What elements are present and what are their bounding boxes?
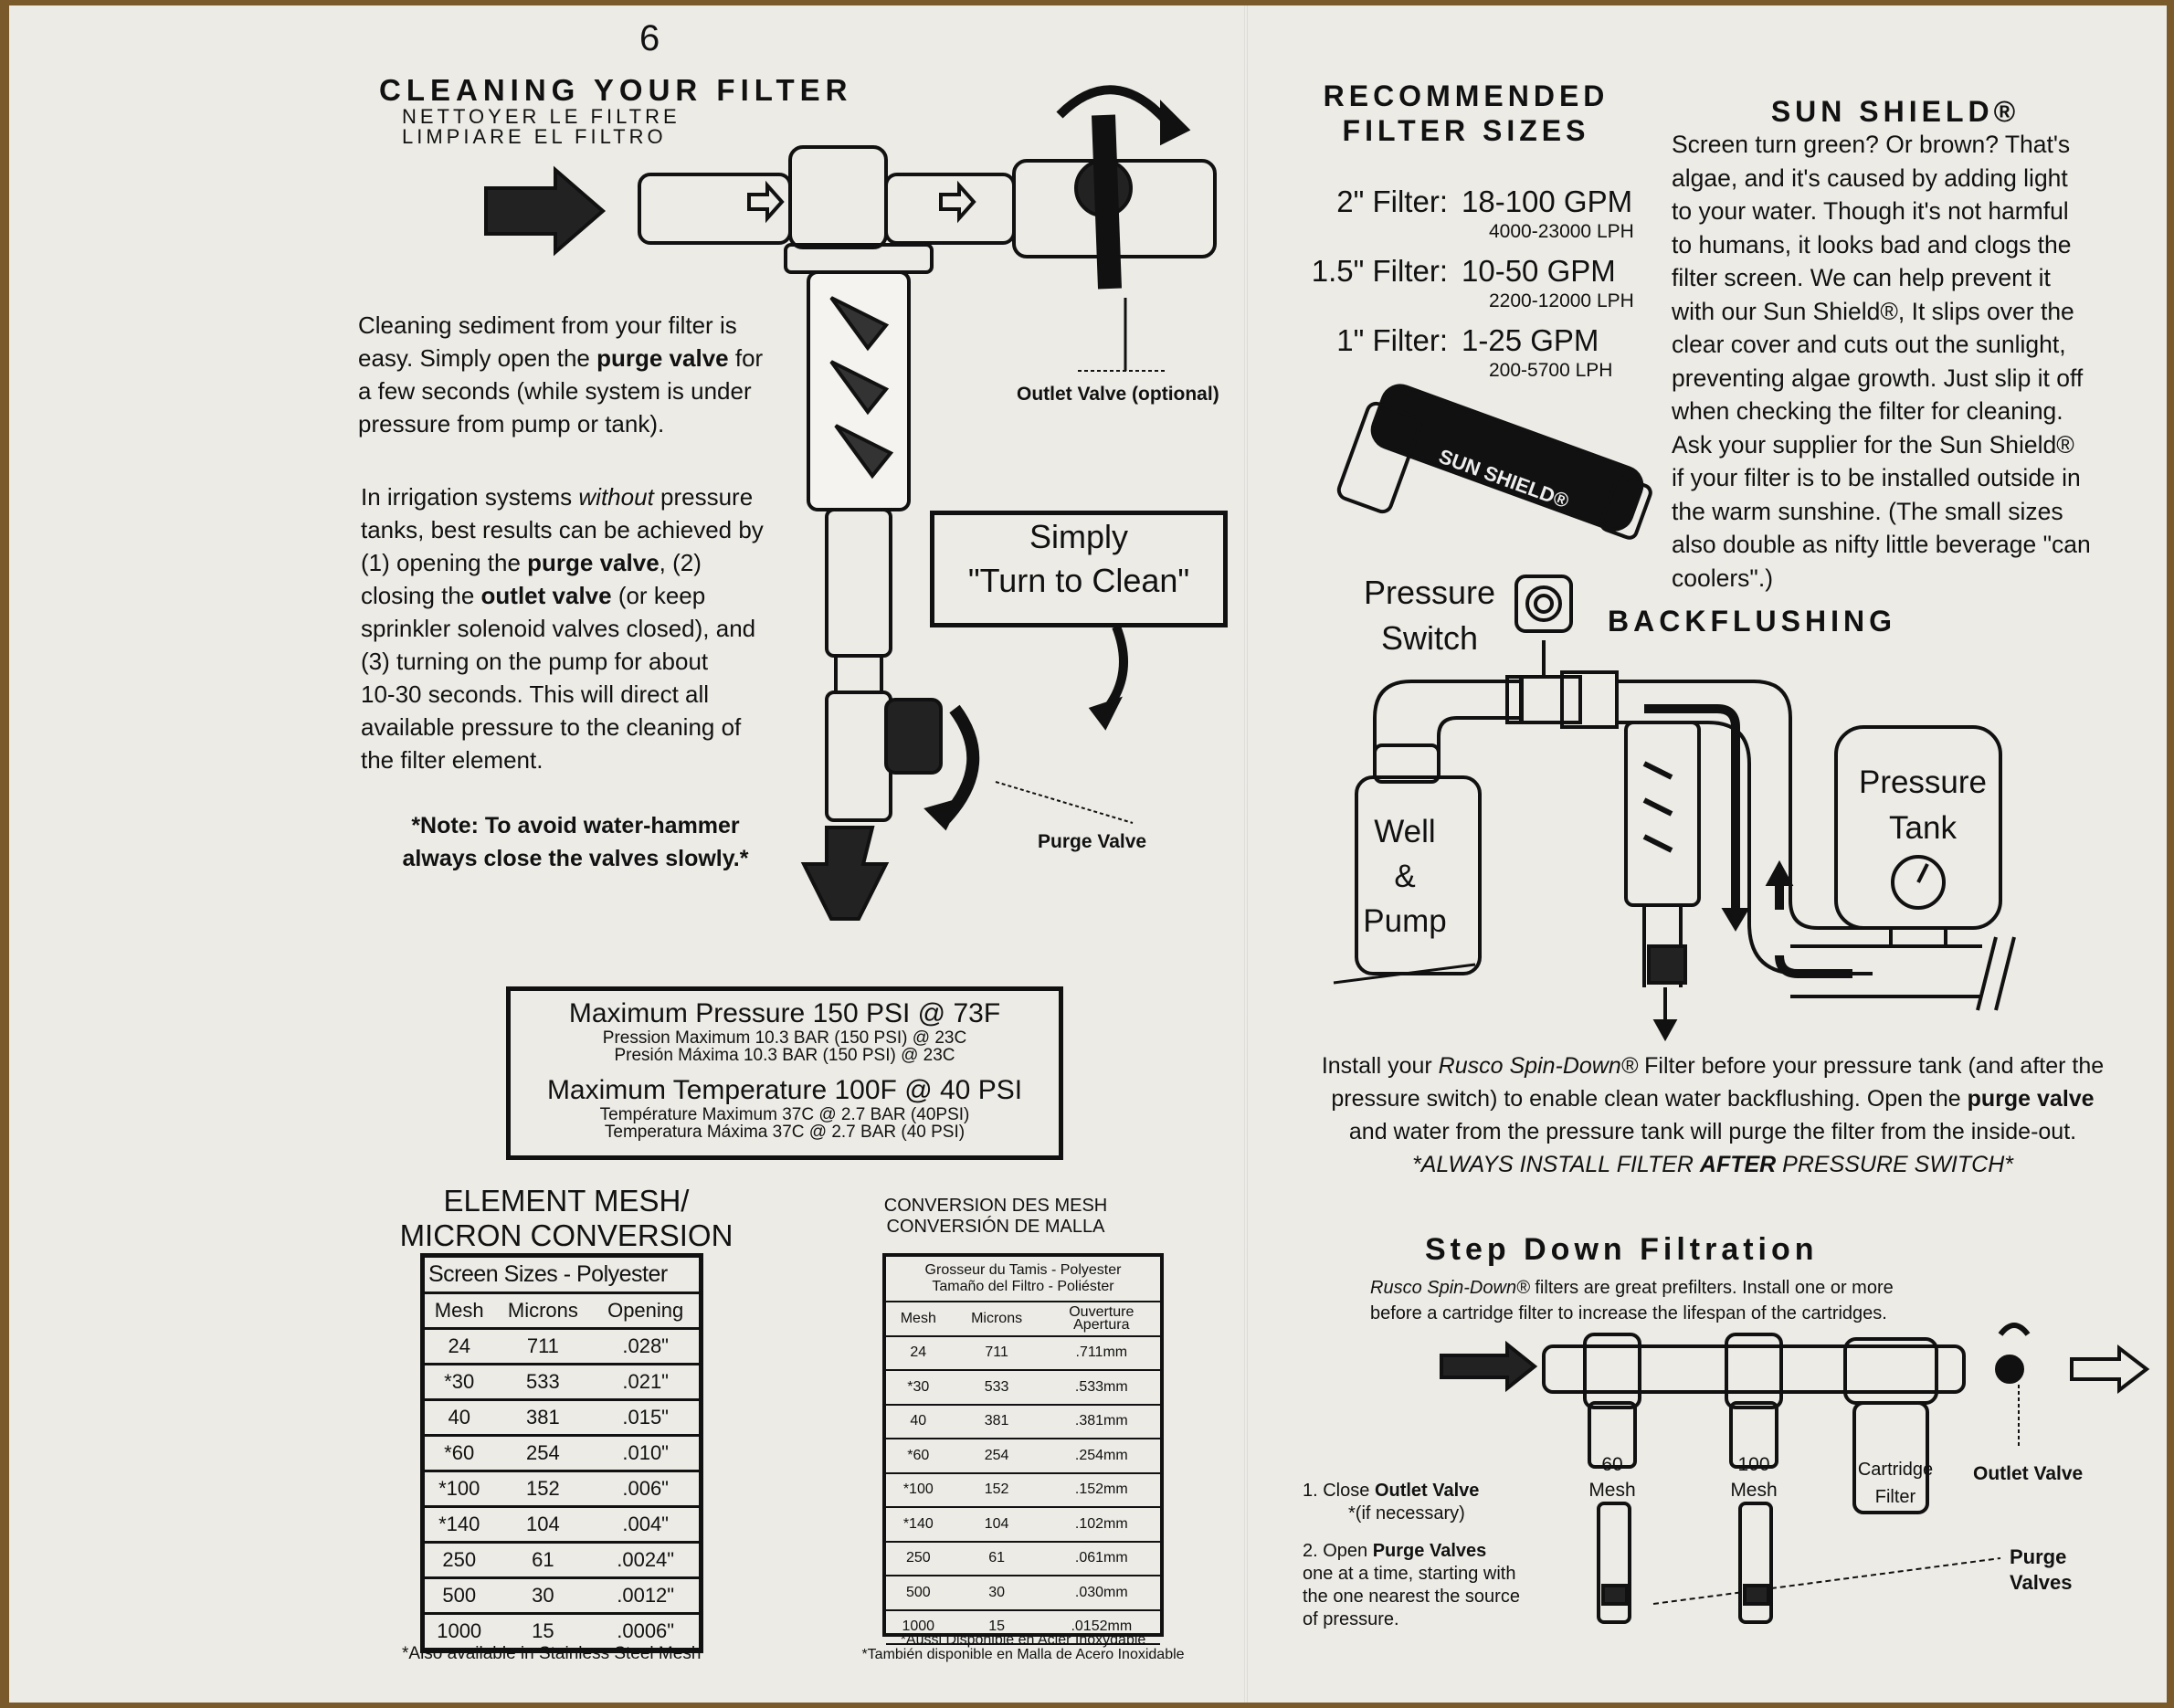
cell-mesh: *30: [425, 1365, 493, 1400]
cell-mesh: 250: [886, 1542, 951, 1576]
cleaning-filter-diagram: [486, 90, 1215, 919]
cell-opening: .004": [592, 1507, 699, 1543]
header-microns: Microns: [493, 1294, 592, 1329]
filter-sizes-title: RECOMMENDED FILTER SIZES: [1323, 79, 1609, 147]
cell-opening: .015": [592, 1400, 699, 1436]
diagram-layer: [9, 5, 2167, 1703]
cell-opening: .021": [592, 1365, 699, 1400]
cell-opening: .028": [592, 1329, 699, 1365]
mesh100-label: 100 Mesh: [1730, 1454, 1778, 1501]
cleaning-subtitle-es: LIMPIARE EL FILTRO: [402, 125, 667, 148]
step-outlet-valve-label: Outlet Valve: [1973, 1463, 2084, 1484]
cell-opening: .381mm: [1043, 1405, 1160, 1439]
instruction-sheet: [9, 5, 2167, 1703]
cell-microns: 254: [493, 1436, 592, 1471]
cell-opening: .030mm: [1043, 1576, 1160, 1610]
irrigation-text: In irrigation systems without pressure tanks, best results can be achieved by (1) opening the purge valve, (2) closing the outlet valve (or keep sprinkler solenoid valves closed), and (3) turning on the pump for about 10-30 seconds. This will direct all available pressure to the cleaning of the filter element.: [361, 483, 764, 774]
cell-microns: 15: [493, 1614, 592, 1650]
cell-mesh: 500: [425, 1578, 493, 1614]
cell-opening: .0012": [592, 1578, 699, 1614]
purge-valves-label: Purge Valves: [2010, 1545, 2073, 1594]
cell-microns: 61: [493, 1543, 592, 1578]
header-opening: Opening: [592, 1294, 699, 1329]
cell-mesh: *60: [425, 1436, 493, 1471]
max-temperature-fr: Température Maximum 37C @ 2.7 BAR (40PSI): [599, 1105, 970, 1124]
cell-microns: 30: [951, 1576, 1043, 1610]
header-opening: Ouverture Apertura: [1043, 1302, 1160, 1336]
well-pump-label: Well & Pump: [1363, 814, 1447, 939]
pressure-tank-label: Pressure Tank: [1858, 764, 1988, 846]
cell-mesh: 1000: [425, 1614, 493, 1650]
cell-mesh: 40: [886, 1405, 951, 1439]
cell-mesh: 500: [886, 1576, 951, 1610]
cell-opening: .533mm: [1043, 1370, 1160, 1405]
turn-to-clean-callout: Simply "Turn to Clean": [930, 511, 1228, 627]
max-pressure-fr: Pression Maximum 10.3 BAR (150 PSI) @ 23C: [602, 1028, 967, 1048]
filter-size: 2" Filter:: [1336, 185, 1448, 218]
purge-valve-label: Purge Valve: [1038, 831, 1147, 852]
header-microns: Microns: [951, 1302, 1043, 1336]
header-mesh: Mesh: [425, 1294, 493, 1329]
cell-microns: 711: [951, 1336, 1043, 1371]
cell-mesh: *30: [886, 1370, 951, 1405]
filter-lph: 4000-23000 LPH: [1489, 221, 1634, 242]
filter-size: 1.5" Filter:: [1311, 254, 1448, 288]
backflushing-title: BACKFLUSHING: [1608, 605, 1896, 638]
cleaning-title: CLEANING YOUR FILTER: [379, 73, 853, 107]
cell-opening: .010": [592, 1436, 699, 1471]
cell-mesh: *140: [425, 1507, 493, 1543]
mesh-title-fr: CONVERSION DES MESH CONVERSIÓN DE MALLA: [883, 1196, 1108, 1237]
cell-microns: 533: [493, 1365, 592, 1400]
cell-microns: 381: [493, 1400, 592, 1436]
step-down-title: Step Down Filtration: [1425, 1232, 1819, 1267]
mesh-fr-footnote: *Aussi Disponible en Acier Inoxydable *También disponible en Malla de Acero Inoxidable: [861, 1632, 1185, 1662]
cell-microns: 533: [951, 1370, 1043, 1405]
cell-opening: .254mm: [1043, 1439, 1160, 1473]
cartridge-label: Cartridge Filter: [1857, 1460, 1934, 1507]
filter-gpm: 10-50 GPM: [1462, 254, 1616, 288]
backflushing-diagram: [1334, 576, 2014, 1038]
step-down-intro: Rusco Spin-Down® filters are great prefilters. Install one or more before a cartridge filter to increase the lifespan of the cartridges.: [1370, 1278, 1894, 1323]
cell-microns: 104: [951, 1507, 1043, 1542]
cell-opening: .0024": [592, 1543, 699, 1578]
max-temperature: Maximum Temperature 100F @ 40 PSI: [546, 1075, 1023, 1105]
cell-opening: .102mm: [1043, 1507, 1160, 1542]
cell-mesh: 250: [425, 1543, 493, 1578]
mesh-table-fr-caption: Grosseur du Tamis - Polyester Tamaño del Filtro - Poliéster: [886, 1257, 1160, 1302]
max-temperature-es: Temperatura Máxima 37C @ 2.7 BAR (40 PSI): [604, 1123, 966, 1142]
filter-lph: 200-5700 LPH: [1489, 360, 1613, 381]
cell-microns: 30: [493, 1578, 592, 1614]
mesh-title: ELEMENT MESH/ MICRON CONVERSION: [399, 1184, 733, 1252]
cell-microns: 152: [951, 1473, 1043, 1508]
sun-shield-text: Screen turn green? Or brown? That's algae, and it's caused by adding light to your water. Though it's not harmful to humans, it looks bad and clogs the filter screen. We can help prevent it with our Sun Shield®, It slips over the clear cover and cuts out the sunlight, preventing algae growth. Just slip it off when checking the filter for cleaning. Ask your supplier for the Sun Shield® if your filter is to be installed outside in the warm sunshine. (The small sizes also double as nifty little beverage "can coolers".): [1672, 131, 2091, 592]
mesh-footnote: *Also available in Stainless Steel Mesh: [402, 1644, 702, 1663]
sun-shield-title: SUN SHIELD®: [1770, 95, 2021, 128]
cell-opening: .061mm: [1043, 1542, 1160, 1576]
cell-microns: 254: [951, 1439, 1043, 1473]
cell-microns: 61: [951, 1542, 1043, 1576]
cell-opening: .711mm: [1043, 1336, 1160, 1371]
cell-opening: .152mm: [1043, 1473, 1160, 1508]
sun-shield-product-image: [1336, 381, 1652, 540]
filter-gpm: 18-100 GPM: [1462, 185, 1633, 218]
cell-microns: 15: [951, 1610, 1043, 1645]
cell-mesh: 1000: [886, 1610, 951, 1645]
cell-mesh: *140: [886, 1507, 951, 1542]
pressure-switch-label: Pressure Switch: [1363, 574, 1496, 657]
cell-opening: .006": [592, 1471, 699, 1507]
cleaning-intro-text: Cleaning sediment from your filter is easy. Simply open the purge valve for a few seconds (while system is under pressure from pump or tank).: [358, 311, 764, 438]
cell-mesh: *60: [886, 1439, 951, 1473]
sun-shield-product-label: SUN SHIELD®: [1435, 444, 1572, 513]
water-hammer-note: *Note: To avoid water-hammer always close the valves slowly.*: [402, 813, 749, 871]
filter-lph: 2200-12000 LPH: [1489, 290, 1634, 311]
header-mesh: Mesh: [886, 1302, 951, 1336]
backflushing-text: Install your Rusco Spin-Down® Filter before your pressure tank (and after the pressure switch) to enable clean water backflushing. Open the purge valve and water from the pressure tank will purge the filter from the inside-out. *ALWAYS INSTALL FILTER AFTER PRESSURE SWITCH*: [1321, 1053, 2105, 1177]
cell-mesh: *100: [886, 1473, 951, 1508]
filter-gpm: 1-25 GPM: [1462, 323, 1599, 357]
cell-microns: 381: [951, 1405, 1043, 1439]
cell-opening: .0152mm: [1043, 1610, 1160, 1645]
cell-mesh: 24: [425, 1329, 493, 1365]
cell-opening: .0006": [592, 1614, 699, 1650]
outlet-valve-label: Outlet Valve (optional): [1017, 384, 1219, 405]
cell-microns: 104: [493, 1507, 592, 1543]
cell-microns: 711: [493, 1329, 592, 1365]
step-down-diagram: [1441, 1325, 2147, 1622]
step-down-instructions: 1. Close Outlet Valve *(if necessary) 2. Open Purge Valves one at a time, starting with the one nearest the source of pressure.: [1303, 1481, 1520, 1629]
mesh-table-caption: Screen Sizes - Polyester: [425, 1258, 699, 1294]
cell-mesh: 24: [886, 1336, 951, 1371]
filter-size: 1" Filter:: [1336, 323, 1448, 357]
max-pressure: Maximum Pressure 150 PSI @ 73F: [568, 998, 1001, 1028]
cell-mesh: 40: [425, 1400, 493, 1436]
page-number-mark: 6: [639, 18, 660, 58]
cleaning-subtitle-fr: NETTOYER LE FILTRE: [402, 105, 681, 128]
mesh60-label: 60 Mesh: [1588, 1454, 1636, 1501]
cell-mesh: *100: [425, 1471, 493, 1507]
cell-microns: 152: [493, 1471, 592, 1507]
max-pressure-es: Presión Máxima 10.3 BAR (150 PSI) @ 23C: [614, 1046, 955, 1065]
